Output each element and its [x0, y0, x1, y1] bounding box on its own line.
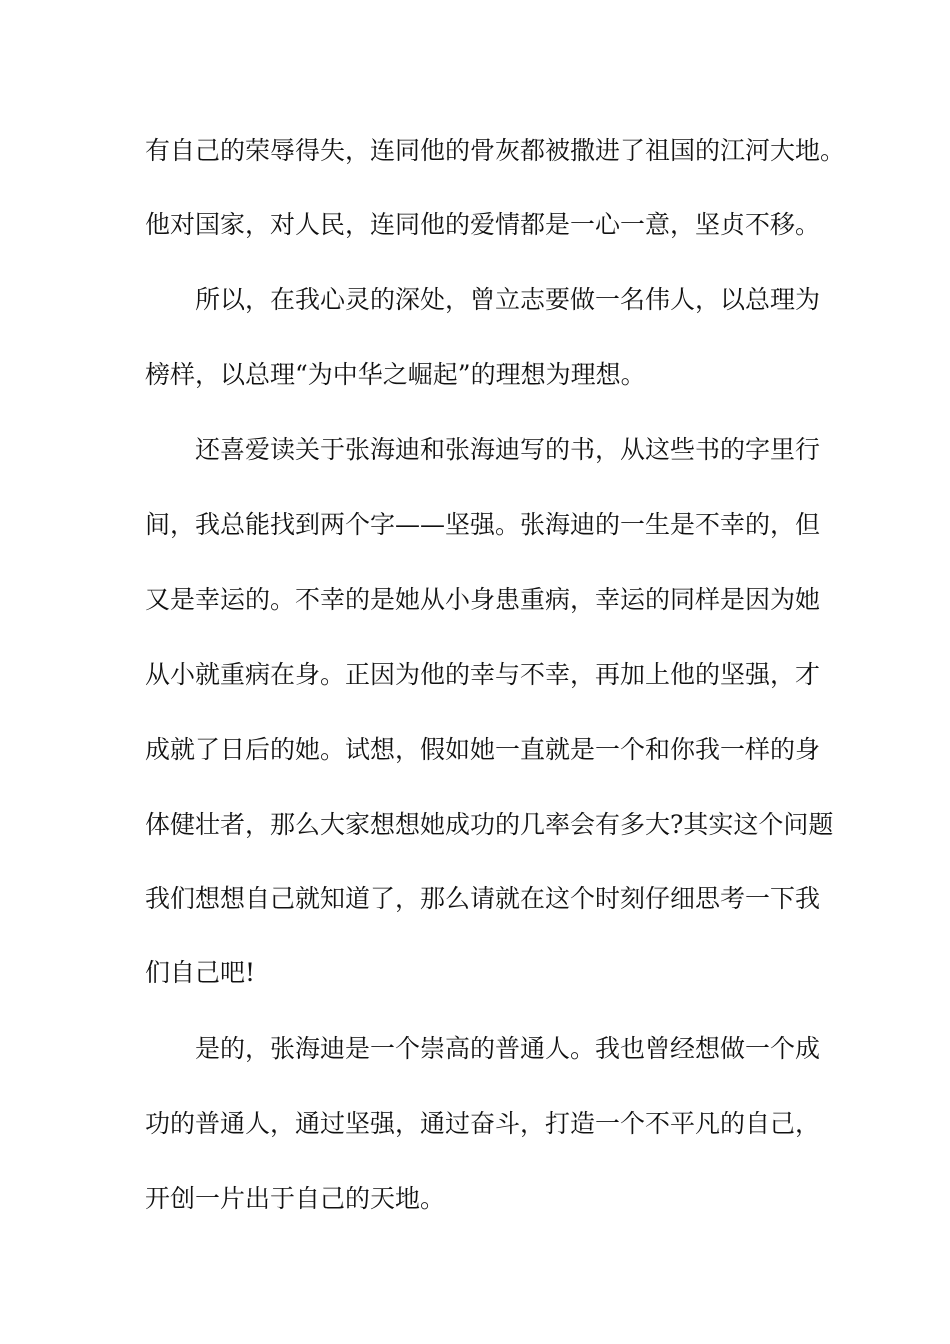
text-line: 开创一片出于自己的天地。	[145, 1184, 446, 1213]
paragraph-start-line: 是的，张海迪是一个崇高的普通人。我也曾经想做一个成	[195, 1034, 821, 1063]
text-line: 他对国家，对人民，连同他的爱情都是一心一意，坚贞不移。	[145, 210, 821, 239]
text-line: 功的普通人，通过坚强，通过奋斗，打造一个不平凡的自己，	[145, 1109, 821, 1138]
paragraph-start-line: 还喜爱读关于张海迪和张海迪写的书，从这些书的字里行	[195, 435, 821, 464]
text-line: 从小就重病在身。正因为他的幸与不幸，再加上他的坚强，才	[145, 660, 821, 689]
text-line: 我们想想自己就知道了，那么请就在这个时刻仔细思考一下我	[145, 884, 821, 913]
text-line: 有自己的荣辱得失，连同他的骨灰都被撒进了祖国的江河大地。	[145, 136, 846, 165]
text-line: 们自己吧!	[145, 958, 256, 987]
text-line: 榜样，以总理“为中华之崛起”的理想为理想。	[145, 360, 646, 389]
text-line: 体健壮者，那么大家想想她成功的几率会有多大?其实这个问题	[145, 810, 834, 839]
text-line: 间，我总能找到两个字——坚强。张海迪的一生是不幸的，但	[145, 510, 821, 539]
text-line: 又是幸运的。不幸的是她从小身患重病，幸运的同样是因为她	[145, 585, 821, 614]
paragraph-start-line: 所以，在我心灵的深处，曾立志要做一名伟人，以总理为	[195, 285, 821, 314]
text-line: 成就了日后的她。试想，假如她一直就是一个和你我一样的身	[145, 735, 821, 764]
